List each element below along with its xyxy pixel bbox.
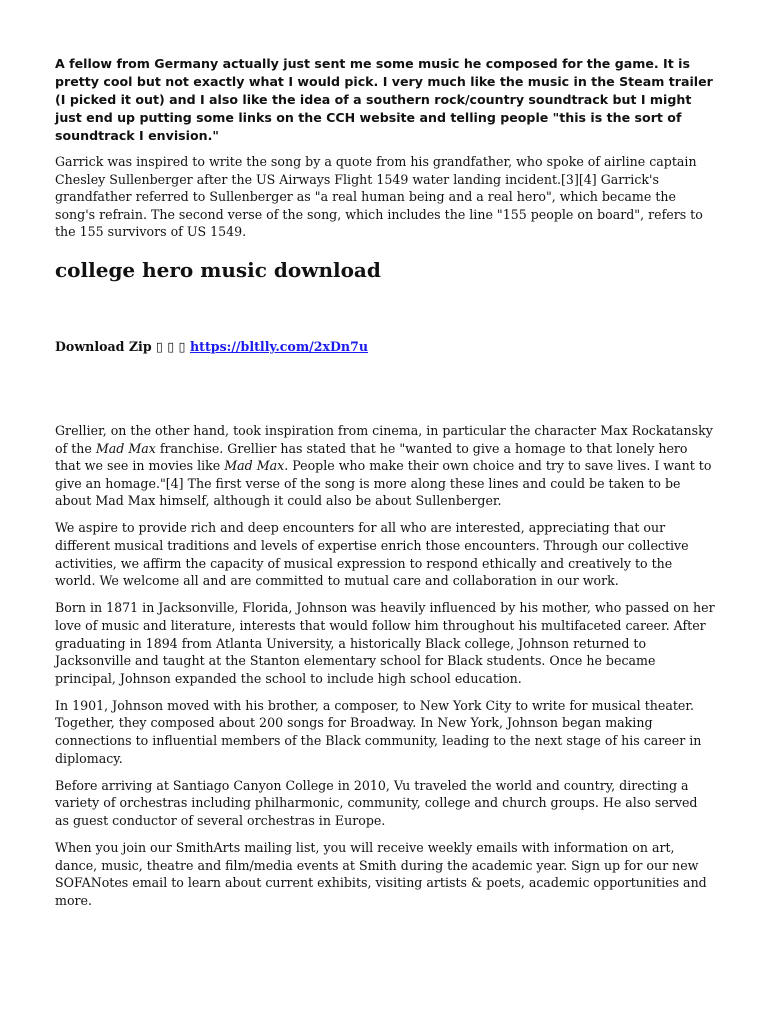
download-line [55, 338, 368, 356]
download-label: Download Zip [55, 339, 152, 354]
document-page [55, 55, 715, 908]
grellier-paragraph [55, 422, 715, 510]
grellier-text-2: franchise. Grellier has stated that he "wanted to give a homage to that lonely hero that we see in movies like [55, 440, 688, 474]
placeholder-glyphs: ▯ ▯ ▯ [156, 339, 186, 354]
paragraph-smitharts: When you join our SmithArts mailing list, you will receive weekly emails with information on art, dance, music, theatre and film/media events at Smith during the academic year. Sign up for our new SOFANotes email to learn about current exhibits, visiting artists & poets, academic opportunities and more. [55, 839, 707, 908]
paragraph-aspire: We aspire to provide rich and deep encounters for all who are interested, appreciating that our different musical traditions and levels of expertise enrich those encounters. Through our collective activities, we affirm the capacity of musical expression to respond ethically and creatively to the world. We welcome all and are committed to mutual care and collaboration in our work. [55, 520, 689, 589]
paragraph-johnson-1901: In 1901, Johnson moved with his brother, a composer, to New York City to write for musical theater. Together, they composed about 200 songs for Broadway. In New York, Johnson began making connections to influential members of the Black community, leading to the next stage of his career in diplomacy. [55, 697, 702, 766]
mad-max-title-2: Mad Max [224, 458, 285, 474]
grellier-text-1: Grellier, on the other hand, took inspiration from cinema, in particular the character Max Rockatansky of the [55, 423, 713, 456]
lead-quote: A fellow from Germany actually just sent me some music he composed for the game. It is pretty cool but not exactly what I would pick. I very much like the music in the Steam trailer (I picked it out) and I also like the idea of a southern rock/country soundtrack but I might just end up putting some links on the CCH website and telling people "this is the sort of soundtrack I envision." [55, 56, 713, 143]
page-title: college hero music download [55, 257, 381, 282]
grellier-text-3: . People who make their own choice and try to save lives. I want to give an homage."[4] The first verse of the song is more along these lines and could be taken to be about Mad Max himself, although it could also be about Sullenberger. [55, 458, 712, 509]
article-body [55, 422, 715, 919]
paragraph-vu: Before arriving at Santiago Canyon College in 2010, Vu traveled the world and country, directing a variety of orchestras including philharmonic, community, college and church groups. He also served as guest conductor of several orchestras in Europe. [55, 777, 698, 828]
paragraph-johnson-born: Born in 1871 in Jacksonville, Florida, Johnson was heavily influenced by his mother, who passed on her love of music and literature, interests that would follow him throughout his multifaceted career. After graduating in 1894 from Atlanta University, a historically Black college, Johnson returned to Jacksonville and taught at the Stanton elementary school for Black students. Once he became principal, Johnson expanded the school to include high school education. [55, 600, 715, 686]
download-link[interactable]: https://bltlly.com/2xDn7u [189, 339, 369, 354]
mad-max-title-1: Mad Max [95, 440, 156, 456]
intro-paragraph: Garrick was inspired to write the song by a quote from his grandfather, who spoke of airline captain Chesley Sullenberger after the US Airways Flight 1549 water landing incident.[3][4] Garrick's grandfather referred to Sullenberger as "a real human being and a real hero", which became the song's refrain. The second verse of the song, which includes the line "155 people on board", refers to the 155 survivors of US 1549. [55, 154, 703, 240]
